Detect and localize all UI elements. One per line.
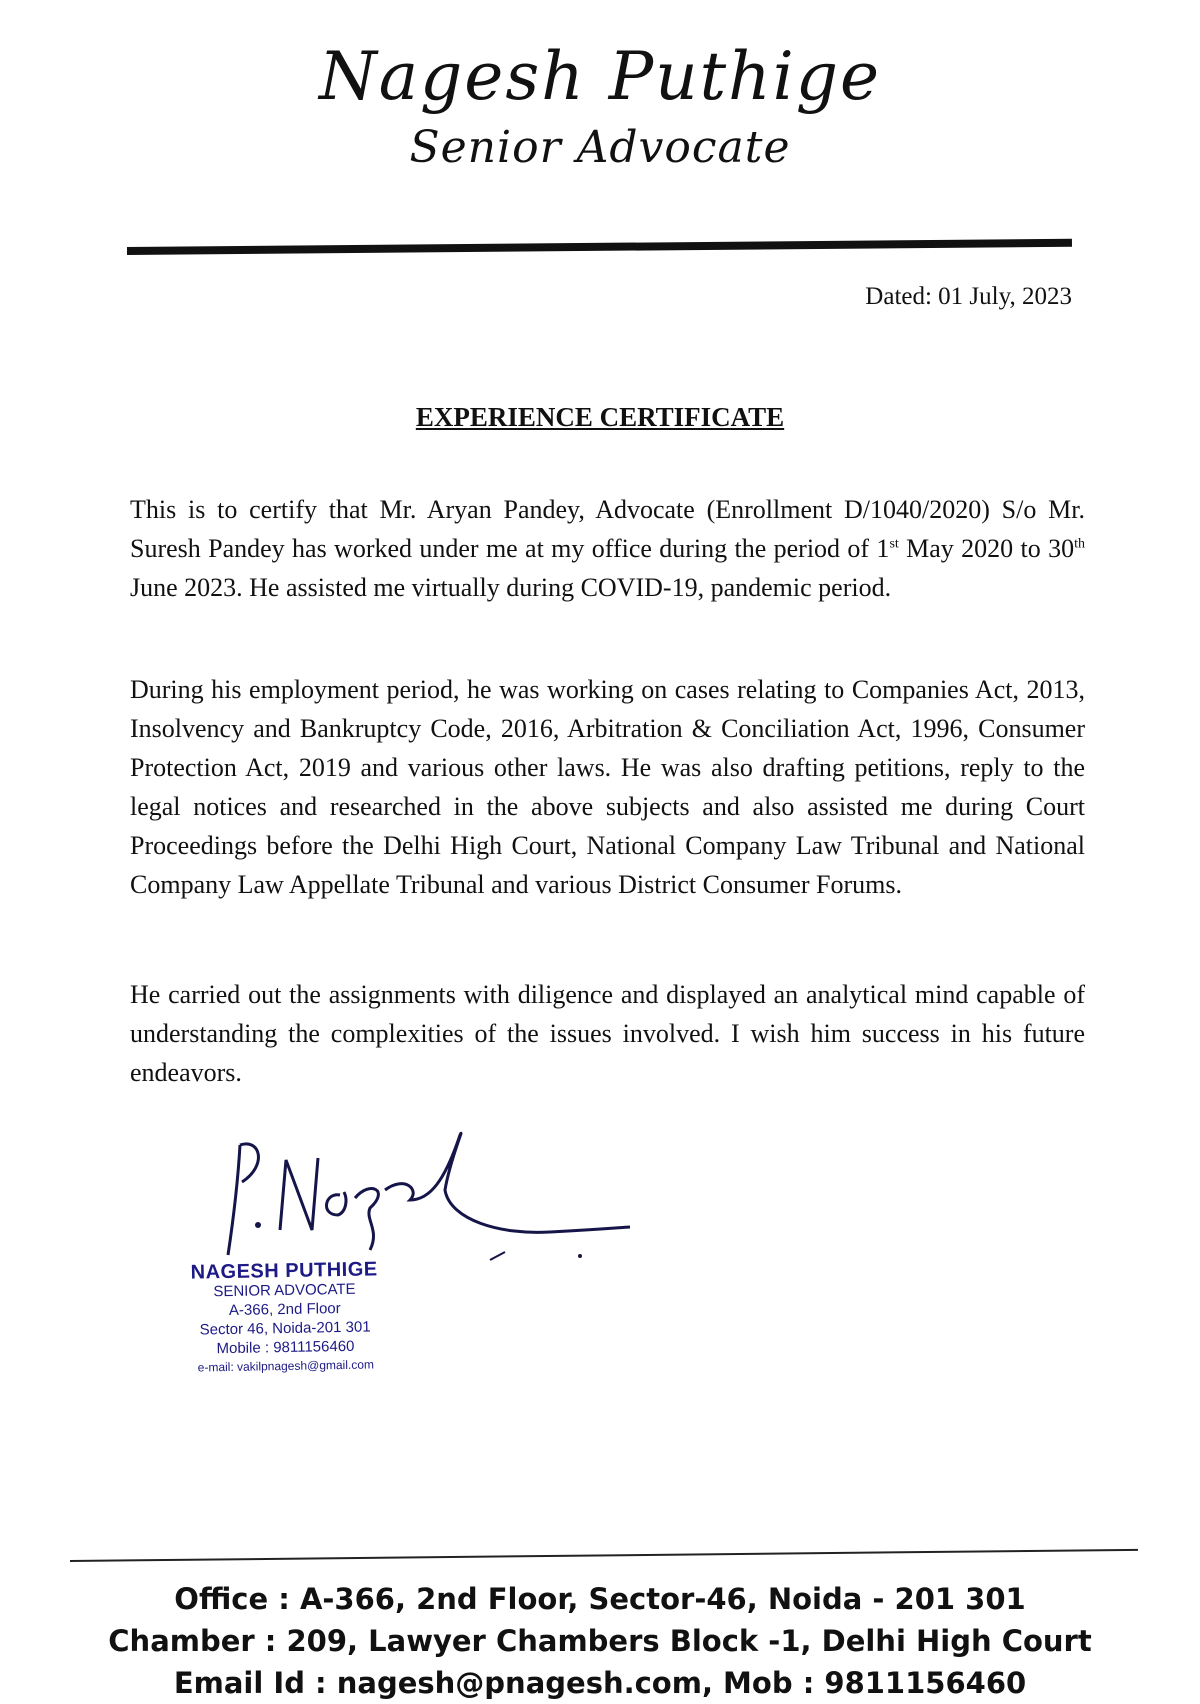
stamp-address-line2: Sector 46, Noida-201 301 xyxy=(199,1318,371,1339)
advocate-stamp xyxy=(154,1260,416,1379)
paragraph-employment-details: During his employment period, he was working on cases relating to Companies Act, 2013, Insolvency and Bankruptcy Code, 2016, Arbitration & Conciliation Act, 1996, Consumer Protection Act, 2019 and various other laws. He was also drafting petitions, reply to the legal notices and researched in the above subjects and also assisted me during Court Proceedings before the Delhi High Court, National Company Law Tribunal and National Company Law Appellate Tribunal and various District Consumer Forums. xyxy=(130,675,1085,899)
paragraph-certification-part3: June 2023. He assisted me virtually during COVID-19, pandemic period. xyxy=(130,573,892,602)
stamp-mobile: Mobile : 9811156460 xyxy=(216,1337,355,1358)
stamp-email: e-mail: vakilpnagesh@gmail.com xyxy=(197,1357,375,1375)
paragraph-closing: He carried out the assignments with diligence and displayed an analytical mind capable of understanding the complexities of the issues involved. I wish him success in his future endeavors. xyxy=(130,980,1085,1087)
letterhead-name: Nagesh Puthige xyxy=(318,38,882,115)
paragraph-certification-part2: May 2020 to 30 xyxy=(898,534,1075,563)
footer-contact: Email Id : nagesh@pnagesh.com, Mob : 9811156460 xyxy=(173,1666,1027,1700)
stamp-name: NAGESH PUTHIGE xyxy=(190,1258,378,1284)
footer-office-address: Office : A-366, 2nd Floor, Sector-46, Noida - 201 301 xyxy=(174,1582,1026,1616)
ordinal-suffix-th: th xyxy=(1074,536,1085,552)
handwritten-signature xyxy=(220,1120,680,1275)
document-title: EXPERIENCE CERTIFICATE xyxy=(415,402,785,432)
letterhead-designation: Senior Advocate xyxy=(409,122,791,173)
footer-chamber-address: Chamber : 209, Lawyer Chambers Block -1, Delhi High Court xyxy=(108,1624,1092,1658)
footer xyxy=(0,1578,1200,1704)
document-date: Dated: 01 July, 2023 xyxy=(865,283,1072,310)
header-divider xyxy=(127,239,1072,255)
stamp-address-line1: A-366, 2nd Floor xyxy=(228,1300,341,1319)
paragraph-certification-part1: This is to certify that Mr. Aryan Pandey, Advocate (Enrollment D/1040/2020) S/o Mr. Suresh Pandey has worked under me at my office during the period of 1 xyxy=(130,495,1085,563)
signature-graphic xyxy=(220,1120,680,1270)
footer-divider xyxy=(70,1549,1138,1562)
ordinal-suffix-st: st xyxy=(889,536,899,552)
stamp-designation: SENIOR ADVOCATE xyxy=(213,1280,356,1301)
paragraph-certification xyxy=(130,490,1085,607)
